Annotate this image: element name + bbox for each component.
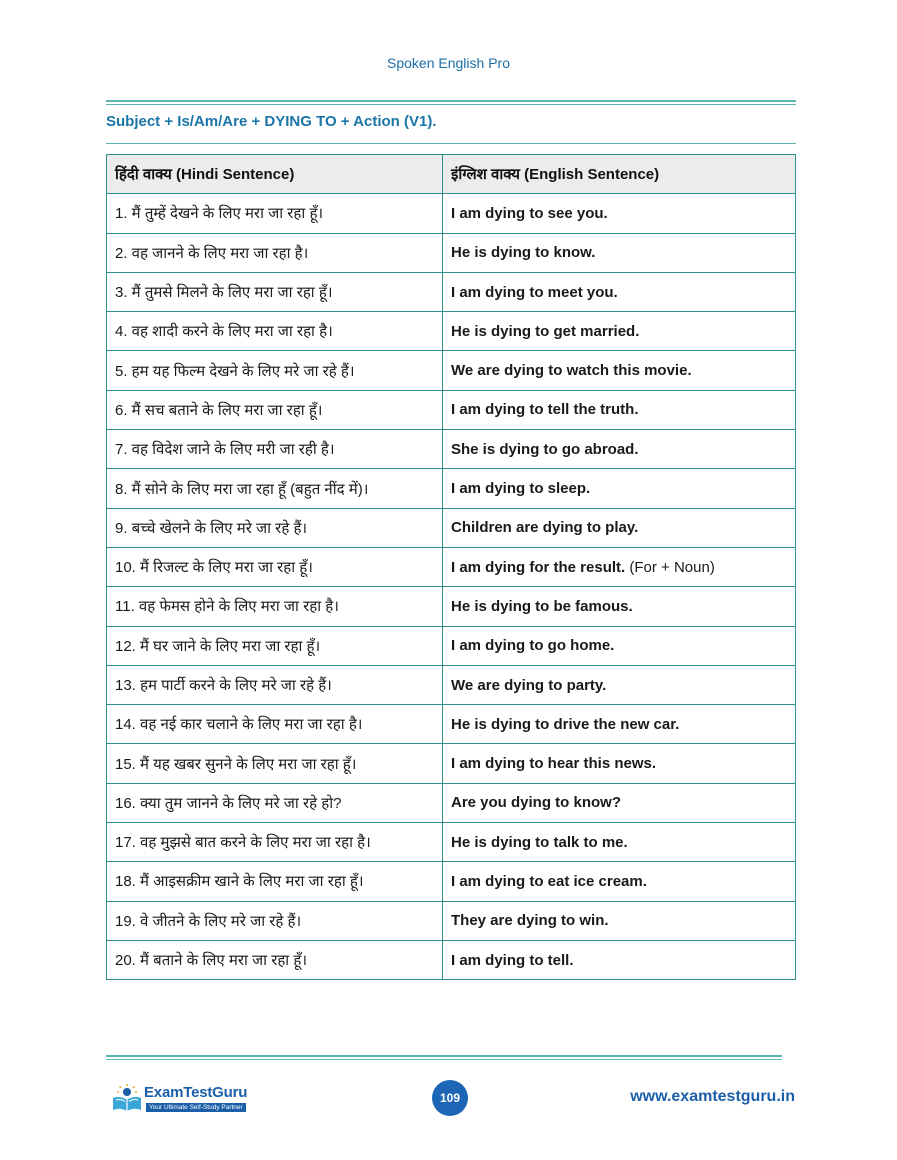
english-sentence-text: Children are dying to play.	[451, 519, 639, 537]
formula-divider	[106, 143, 796, 144]
english-sentence-text: He is dying to get married.	[451, 322, 640, 340]
english-sentence-text: She is dying to go abroad.	[451, 440, 639, 458]
english-sentence-text: He is dying to talk to me.	[451, 833, 628, 851]
table-row	[107, 390, 796, 429]
english-sentence-text: I am dying to go home.	[451, 637, 615, 655]
table-row	[107, 272, 796, 311]
english-sentence-text: I am dying to tell the truth.	[451, 401, 639, 419]
hindi-sentence-cell: 13. हम पार्टी करने के लिए मरे जा रहे हैं।	[107, 665, 443, 704]
table-row	[107, 587, 796, 626]
table-row	[107, 626, 796, 665]
hindi-sentence-cell: 5. हम यह फिल्म देखने के लिए मरे जा रहे हैं।	[107, 351, 443, 390]
english-sentence-cell	[443, 194, 796, 233]
table-row	[107, 862, 796, 901]
english-sentence-cell	[443, 823, 796, 862]
english-sentence-text: Are you dying to know?	[451, 794, 622, 812]
english-sentence-text: We are dying to watch this movie.	[451, 362, 692, 380]
english-sentence-cell	[443, 705, 796, 744]
table-row	[107, 901, 796, 940]
english-sentence-text: He is dying to drive the new car.	[451, 715, 680, 733]
english-sentence-cell	[443, 901, 796, 940]
english-column-header: इंग्लिश वाक्य (English Sentence)	[443, 155, 796, 194]
english-sentence-cell	[443, 744, 796, 783]
english-sentence-cell	[443, 312, 796, 351]
hindi-sentence-cell: 1. मैं तुम्हें देखने के लिए मरा जा रहा हूँ।	[107, 194, 443, 233]
hindi-sentence-cell: 12. मैं घर जाने के लिए मरा जा रहा हूँ।	[107, 626, 443, 665]
grammar-formula: Subject + Is/Am/Are + DYING TO + Action (V1).	[106, 113, 437, 130]
english-sentence-text: I am dying to eat ice cream.	[451, 872, 647, 890]
hindi-sentence-cell: 17. वह मुझसे बात करने के लिए मरा जा रहा है।	[107, 823, 443, 862]
english-sentence-cell	[443, 862, 796, 901]
table-row	[107, 194, 796, 233]
table-header-row	[107, 155, 796, 194]
hindi-sentence-cell: 20. मैं बताने के लिए मरा जा रहा हूँ।	[107, 940, 443, 979]
sentence-table	[106, 154, 796, 980]
english-sentence-cell	[443, 587, 796, 626]
table-row	[107, 469, 796, 508]
hindi-sentence-cell: 4. वह शादी करने के लिए मरा जा रहा है।	[107, 312, 443, 351]
hindi-sentence-cell: 14. वह नई कार चलाने के लिए मरा जा रहा है।	[107, 705, 443, 744]
english-sentence-cell	[443, 233, 796, 272]
table-row	[107, 430, 796, 469]
hindi-sentence-cell: 10. मैं रिजल्ट के लिए मरा जा रहा हूँ।	[107, 547, 443, 586]
english-sentence-cell	[443, 272, 796, 311]
hindi-sentence-cell: 9. बच्चे खेलने के लिए मरे जा रहे हैं।	[107, 508, 443, 547]
english-sentence-text: I am dying to see you.	[451, 204, 608, 222]
footer-divider-thin	[106, 1059, 782, 1060]
logo-tagline: Your Ultimate Self-Study Partner	[146, 1103, 246, 1112]
table-row	[107, 312, 796, 351]
header-divider	[106, 100, 796, 102]
english-sentence-cell	[443, 390, 796, 429]
english-sentence-text: I am dying to hear this news.	[451, 755, 657, 773]
grammar-note: (For + Noun)	[629, 558, 715, 576]
hindi-sentence-cell: 15. मैं यह खबर सुनने के लिए मरा जा रहा हूँ।	[107, 744, 443, 783]
english-sentence-text: I am dying to tell.	[451, 951, 574, 969]
table-row	[107, 783, 796, 822]
english-sentence-cell	[443, 940, 796, 979]
hindi-sentence-cell: 8. मैं सोने के लिए मरा जा रहा हूँ (बहुत नींद में)।	[107, 469, 443, 508]
hindi-sentence-cell: 11. वह फेमस होने के लिए मरा जा रहा है।	[107, 587, 443, 626]
table-body	[107, 194, 796, 980]
website-link[interactable]: www.examtestguru.in	[630, 1088, 795, 1105]
hindi-column-header: हिंदी वाक्य (Hindi Sentence)	[107, 155, 443, 194]
english-sentence-cell	[443, 508, 796, 547]
english-sentence-text: He is dying to be famous.	[451, 597, 633, 615]
hindi-sentence-cell: 16. क्या तुम जानने के लिए मरे जा रहे हो?	[107, 783, 443, 822]
hindi-sentence-cell: 3. मैं तुमसे मिलने के लिए मरा जा रहा हूँ।	[107, 272, 443, 311]
hindi-sentence-cell: 19. वे जीतने के लिए मरे जा रहे हैं।	[107, 901, 443, 940]
table-row	[107, 665, 796, 704]
examtestguru-logo	[110, 1083, 260, 1113]
table-row	[107, 705, 796, 744]
logo-wordmark: ExamTestGuru	[144, 1084, 248, 1101]
page-number-badge: 109	[432, 1080, 468, 1116]
english-sentence-cell	[443, 469, 796, 508]
table-row	[107, 940, 796, 979]
english-sentence-text: We are dying to party.	[451, 676, 607, 694]
table-row	[107, 547, 796, 586]
page-header-title: Spoken English Pro	[387, 55, 510, 71]
english-sentence-cell	[443, 665, 796, 704]
table-row	[107, 351, 796, 390]
book-reader-icon	[110, 1083, 144, 1113]
header-divider-thin	[106, 104, 796, 105]
hindi-sentence-cell: 18. मैं आइसक्रीम खाने के लिए मरा जा रहा हूँ।	[107, 862, 443, 901]
table-row	[107, 823, 796, 862]
english-sentence-text: He is dying to know.	[451, 244, 596, 262]
english-sentence-cell	[443, 783, 796, 822]
hindi-sentence-cell: 7. वह विदेश जाने के लिए मरी जा रही है।	[107, 430, 443, 469]
english-sentence-text: I am dying to meet you.	[451, 283, 618, 301]
english-sentence-text: I am dying for the result.	[451, 558, 626, 576]
footer-divider	[106, 1055, 782, 1057]
hindi-sentence-cell: 6. मैं सच बताने के लिए मरा जा रहा हूँ।	[107, 390, 443, 429]
table-row	[107, 744, 796, 783]
english-sentence-cell	[443, 351, 796, 390]
english-sentence-text: They are dying to win.	[451, 912, 609, 930]
table-row	[107, 508, 796, 547]
english-sentence-cell	[443, 430, 796, 469]
english-sentence-cell	[443, 626, 796, 665]
table-row	[107, 233, 796, 272]
english-sentence-cell	[443, 547, 796, 586]
hindi-sentence-cell: 2. वह जानने के लिए मरा जा रहा है।	[107, 233, 443, 272]
english-sentence-text: I am dying to sleep.	[451, 480, 591, 498]
